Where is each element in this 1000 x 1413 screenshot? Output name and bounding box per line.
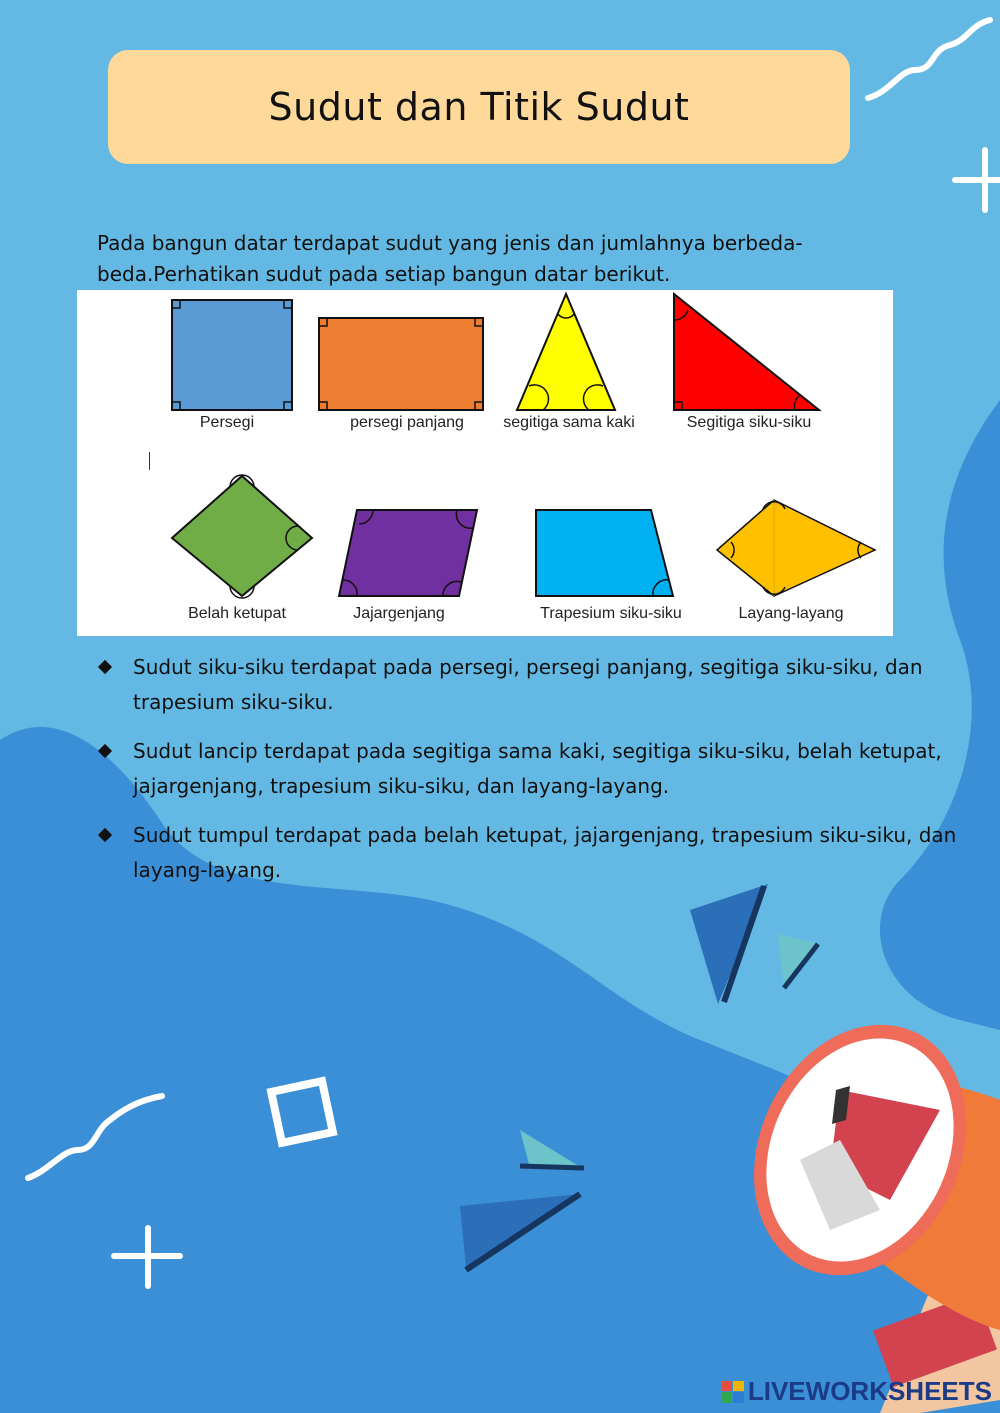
label-segitiga-siku-siku: Segitiga siku-siku: [686, 414, 812, 431]
label-belah-ketupat: Belah ketupat: [188, 605, 286, 622]
belah-ketupat-shape: [172, 475, 312, 598]
layang-layang-shape: [717, 500, 875, 596]
label-jajargenjang: Jajargenjang: [353, 605, 445, 622]
bullet-text: Sudut siku-siku terdapat pada persegi, persegi panjang, segitiga siku-siku, dan trapesium siku-siku.: [133, 655, 923, 714]
persegi-panjang-shape: [319, 318, 483, 410]
segitiga-siku-siku-shape: [674, 294, 819, 410]
title-banner: [108, 50, 850, 164]
bullet-text: Sudut lancip terdapat pada segitiga sama kaki, segitiga siku-siku, belah ketupat, jajargenjang, trapesium siku-siku, dan layang-layang.: [133, 739, 942, 798]
bullet-text: Sudut tumpul terdapat pada belah ketupat, jajargenjang, trapesium siku-siku, dan layang-layang.: [133, 823, 957, 882]
label-layang-layang: Layang-layang: [738, 605, 844, 622]
liveworksheets-logo[interactable]: [722, 1376, 992, 1407]
brand-name: LIVEWORKSHEETS: [747, 1376, 992, 1406]
diamond-bullet-icon: [98, 828, 112, 842]
list-item: [97, 818, 957, 888]
trapesium-siku-siku-shape: [536, 510, 673, 596]
persegi-shape: [172, 300, 292, 410]
label-persegi-panjang: persegi panjang: [350, 414, 464, 431]
liveworksheets-icon: [722, 1381, 744, 1403]
text-cursor: [149, 452, 150, 470]
triangle-decoration: [778, 934, 820, 990]
diamond-bullet-icon: [98, 744, 112, 758]
intro-paragraph: Pada bangun datar terdapat sudut yang jenis dan jumlahnya berbeda-beda.Perhatikan sudut pada setiap bangun datar berikut.: [97, 231, 803, 286]
shapes-figure: [77, 290, 893, 636]
shapes-diagram: [77, 290, 893, 636]
label-persegi: Persegi: [199, 414, 255, 431]
jajargenjang-shape: [339, 510, 477, 596]
plus-decoration-top: [955, 150, 1000, 210]
squiggle-top-right: [868, 20, 990, 98]
label-segitiga-sama-kaki: segitiga sama kaki: [503, 414, 635, 431]
list-item: [97, 734, 957, 804]
list-item: [97, 650, 957, 720]
diamond-bullet-icon: [98, 660, 112, 674]
segitiga-sama-kaki-shape: [517, 294, 615, 410]
angle-facts-list: [97, 650, 957, 902]
label-trapesium-siku-siku: Trapesium siku-siku: [540, 605, 682, 622]
page-title: Sudut dan Titik Sudut: [268, 85, 690, 129]
